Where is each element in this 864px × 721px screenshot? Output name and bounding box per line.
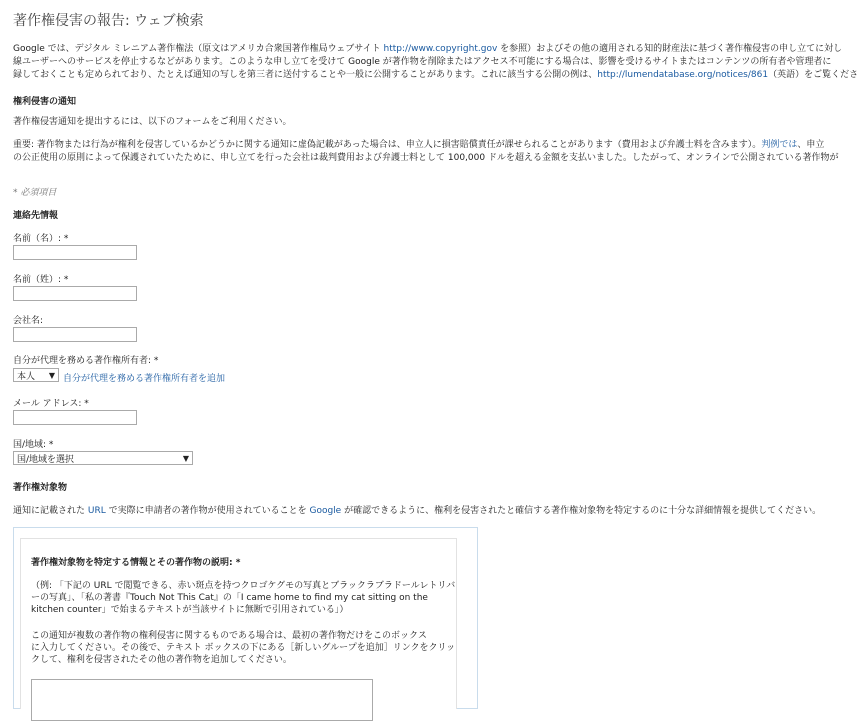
intro-line-3: 録しておくことも定められており、たとえば通知の写しを第三者に送付することや一般に公開することがあります。これに該当する公開の例は、http://lumendatabase.org/notices/861（英語）をご覧くださ: [13, 70, 859, 80]
company-input[interactable]: [13, 327, 137, 342]
work-heading: 著作権対象物: [13, 483, 68, 493]
case-law-link[interactable]: 判例では: [761, 140, 798, 150]
work-description-textarea[interactable]: [31, 679, 373, 721]
contact-heading: 連絡先情報: [13, 211, 59, 221]
warning-paragraph: [13, 139, 839, 165]
caret-down-icon: ▼: [48, 370, 55, 380]
owner-label: 自分が代理を務める著作権所有者: *: [13, 356, 159, 366]
required-note: * 必須項目: [13, 188, 57, 198]
last-name-input[interactable]: [13, 286, 137, 301]
work-instructions-text: この通知が複数の著作物の権利侵害に関するものである場合は、最初の著作物だけをこのボックス に入力してください。その後で、テキスト ボックスの下にある［新しいグループを追加］リンクをクリッ クして、権利を侵害されたその他の著作物を追加してください。: [31, 631, 456, 665]
work-example-text: （例: 「下記の URL で閲覧できる、赤い斑点を持つクロゴケグモの写真とブラックラブラドールレトリバ ーの写真」、「私の著書『Touch Not This Cat』の「I came home to find my cat sitting on the kitchen counter」で始まるテキストが当該サイトに無断で引用されている」）: [31, 581, 456, 615]
company-label: 会社名:: [13, 316, 44, 326]
warning-line-1: 重要: 著作物または行為が権利を侵害しているかどうかに関する通知に虚偽記載があった場合は、申立人に損害賠償責任が課せられることがあります（費用および弁護士料を含みます）。判例では、申立: [13, 140, 825, 150]
first-name-label: 名前（名）: *: [13, 234, 69, 244]
page-title: 著作権侵害の報告: ウェブ検索: [13, 13, 204, 29]
copyright-gov-link[interactable]: http://www.copyright.gov: [383, 44, 498, 54]
work-description-panel: [13, 527, 478, 709]
work-text: 通知に記載された URL で実際に申請者の著作物が使用されていることを Google が確認できるように、権利を侵害されたと確信する著作権対象物を特定するのに十分な詳細情報を提供してください。: [13, 506, 822, 516]
first-name-input[interactable]: [13, 245, 137, 260]
owner-select-value: 本人: [17, 371, 36, 382]
email-label: メール アドレス: *: [13, 399, 89, 409]
country-label: 国/地域: *: [13, 440, 54, 450]
last-name-label: 名前（姓）: *: [13, 275, 69, 285]
owner-select[interactable]: [13, 368, 59, 382]
intro-line-2: 線ユーザーへのサービスを停止するなどがあります。このような申し立てを受けて Google が著作物を削除またはアクセス不可能にする場合は、影響を受けるサイトまたはコンテンツの所有者や管理者に: [13, 57, 832, 67]
add-owner-link[interactable]: 自分が代理を務める著作権所有者を追加: [63, 374, 226, 384]
work-description-label: 著作権対象物を特定する情報とその著作物の説明: *: [31, 558, 241, 568]
caret-down-icon: ▼: [182, 453, 189, 463]
notice-heading: 権利侵害の通知: [13, 97, 77, 107]
warning-line-2: の公正使用の原則によって保護されていたために、申し立てを行った会社は裁判費用および弁護士料として 100,000 ドルを超える金額を支払いました。したがって、オンラインで公開されている著作物が: [13, 153, 839, 163]
intro-line-1: Google では、デジタル ミレニアム著作権法（原文はアメリカ合衆国著作権局ウェブサイト http://www.copyright.gov を参照）およびその他の適用される知的財産法に基づく著作権侵害の申し立てに対し: [13, 44, 843, 54]
intro-paragraph: [13, 43, 858, 82]
work-description-group: [20, 538, 457, 709]
email-input[interactable]: [13, 410, 137, 425]
country-select-value: 国/地域を選択: [17, 454, 75, 465]
lumen-database-link[interactable]: http://lumendatabase.org/notices/861: [597, 70, 769, 80]
notice-text: 著作権侵害通知を提出するには、以下のフォームをご利用ください。: [13, 117, 292, 127]
country-select[interactable]: [13, 451, 193, 465]
